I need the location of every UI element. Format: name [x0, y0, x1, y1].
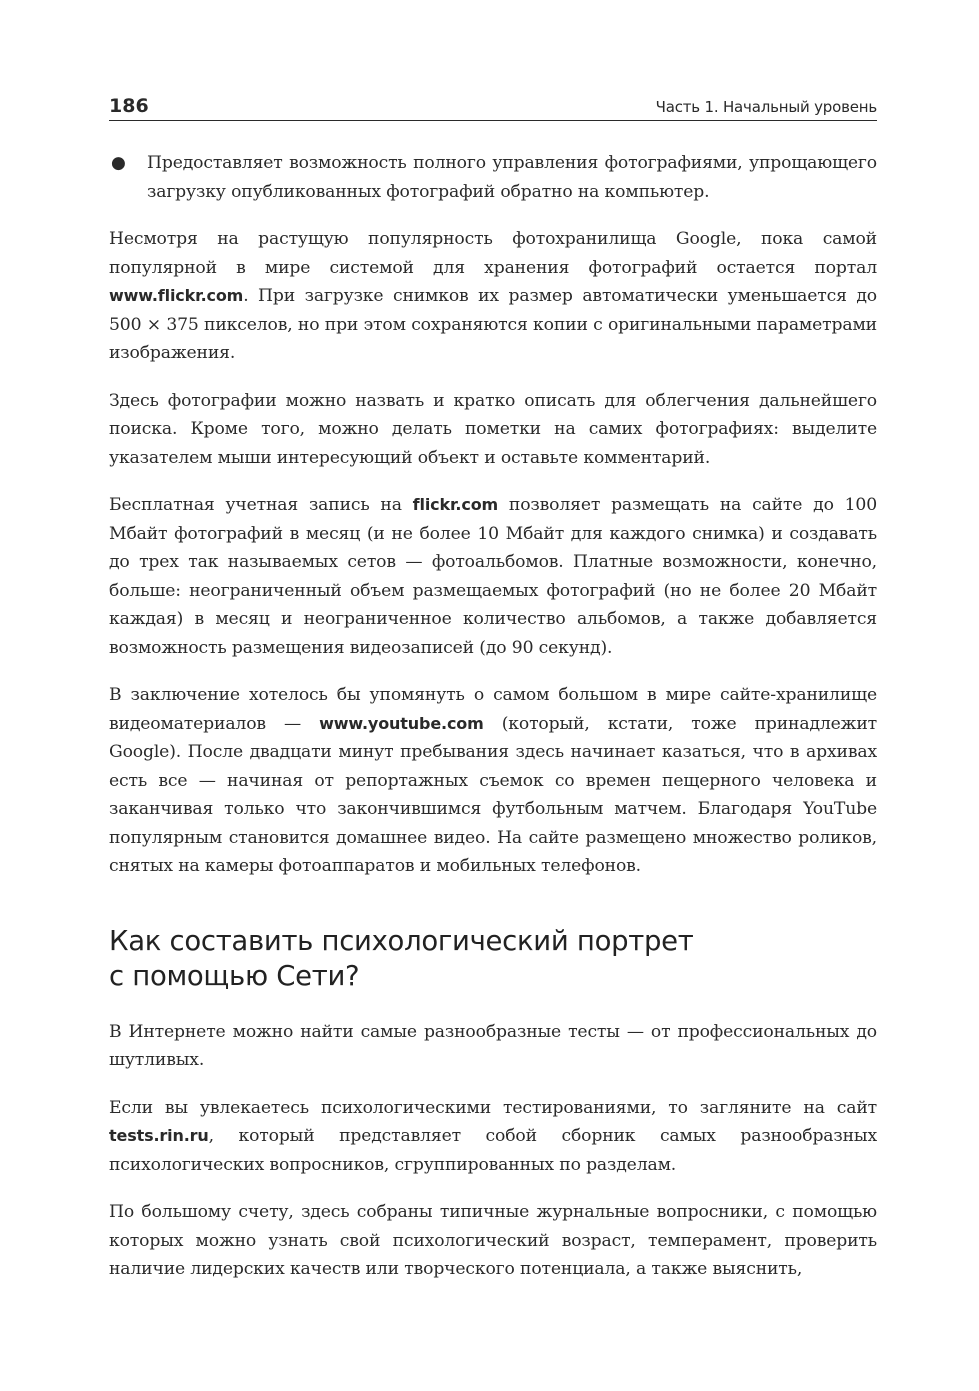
- paragraph-text: , который представляет собой сборник самых разнообразных психологических вопросников, сгруппированных по разделам.: [109, 1126, 877, 1175]
- paragraph-text: Несмотря на растущую популярность фотохранилища Google, пока самой популярной в мире системой для хранения фотографий остается портал: [109, 229, 877, 278]
- flickr-short-link[interactable]: flickr.com: [412, 495, 499, 514]
- paragraph-photo-notes: Здесь фотографии можно назвать и кратко описать для облегчения дальнейшего поиска. Кроме того, можно делать пометки на самих фотографиях: выделите указателем мыши интересующий объект и оставьте комментарий.: [109, 390, 877, 468]
- paragraph-text: Бесплатная учетная запись на: [109, 495, 413, 515]
- paragraph-flickr-account: [109, 491, 877, 662]
- tests-link[interactable]: tests.rin.ru: [109, 1126, 209, 1145]
- paragraph-tests-site: [109, 1094, 877, 1180]
- section-heading-line-1: Как составить психологический портрет: [109, 924, 694, 957]
- paragraph-text: . При загрузке снимков их размер автоматически уменьшается до 500 × 375 пикселов, но при этом сохраняются копии с оригинальными параметрами изображения.: [109, 286, 877, 363]
- page-number: 186: [109, 95, 149, 117]
- paragraph-tests-intro: В Интернете можно найти самые разнообразные тесты — от профессиональных до шутливых.: [109, 1021, 877, 1070]
- section-heading-line-2: с помощью Сети?: [109, 959, 360, 992]
- running-header: [109, 88, 877, 121]
- paragraph-text: В заключение хотелось бы упомянуть о самом большом в мире сайте-хранилище видеоматериалов —: [109, 685, 877, 734]
- paragraph-flickr-intro: [109, 225, 877, 368]
- book-page: [109, 88, 877, 1284]
- list-item: [109, 149, 877, 206]
- paragraph-text: (который, кстати, тоже принадлежит Google). После двадцати минут пребывания здесь начинает казаться, что в архивах есть все — начиная от репортажных съемок со времен пещерного человека и заканчивая только что закончившимся футбольным матчем. Благодаря YouTube популярным становится домашнее видео. На сайте размещено множество роликов, снятых на камеры фотоаппаратов и мобильных телефонов.: [109, 713, 877, 876]
- flickr-link[interactable]: www.flickr.com: [109, 286, 244, 305]
- paragraph-youtube: [109, 681, 877, 881]
- bullet-icon: ●: [111, 153, 126, 173]
- bullet-text: Предоставляет возможность полного управления фотографиями, упрощающего загрузку опубликованных фотографий обратно на компьютер.: [147, 153, 877, 202]
- paragraph-questionnaires: По большому счету, здесь собраны типичные журнальные вопросники, с помощью которых можно узнать свой психологический возраст, темперамент, проверить наличие лидерских качеств или творческого потенциала, а также выяснить,: [109, 1202, 877, 1279]
- paragraph-text: позволяет размещать на сайте до 100 Мбайт фотографий в месяц (и не более 10 Мбайт для каждого снимка) и создавать до трех так называемых сетов — фотоальбомов. Платные возможности, конечно, больше: неограниченный объем размещаемых фотографий (но не более 20 Мбайт каждая) в месяц и неограниченное количество альбомов, а также добавляется возможность размещения видеозаписей (до 90 секунд).: [109, 495, 878, 658]
- chapter-title: Часть 1. Начальный уровень: [655, 98, 877, 116]
- section-heading: [109, 924, 877, 994]
- youtube-link[interactable]: www.youtube.com: [319, 713, 484, 733]
- paragraph-text: Если вы увлекаетесь психологическими тестированиями, то загляните на сайт: [109, 1097, 877, 1118]
